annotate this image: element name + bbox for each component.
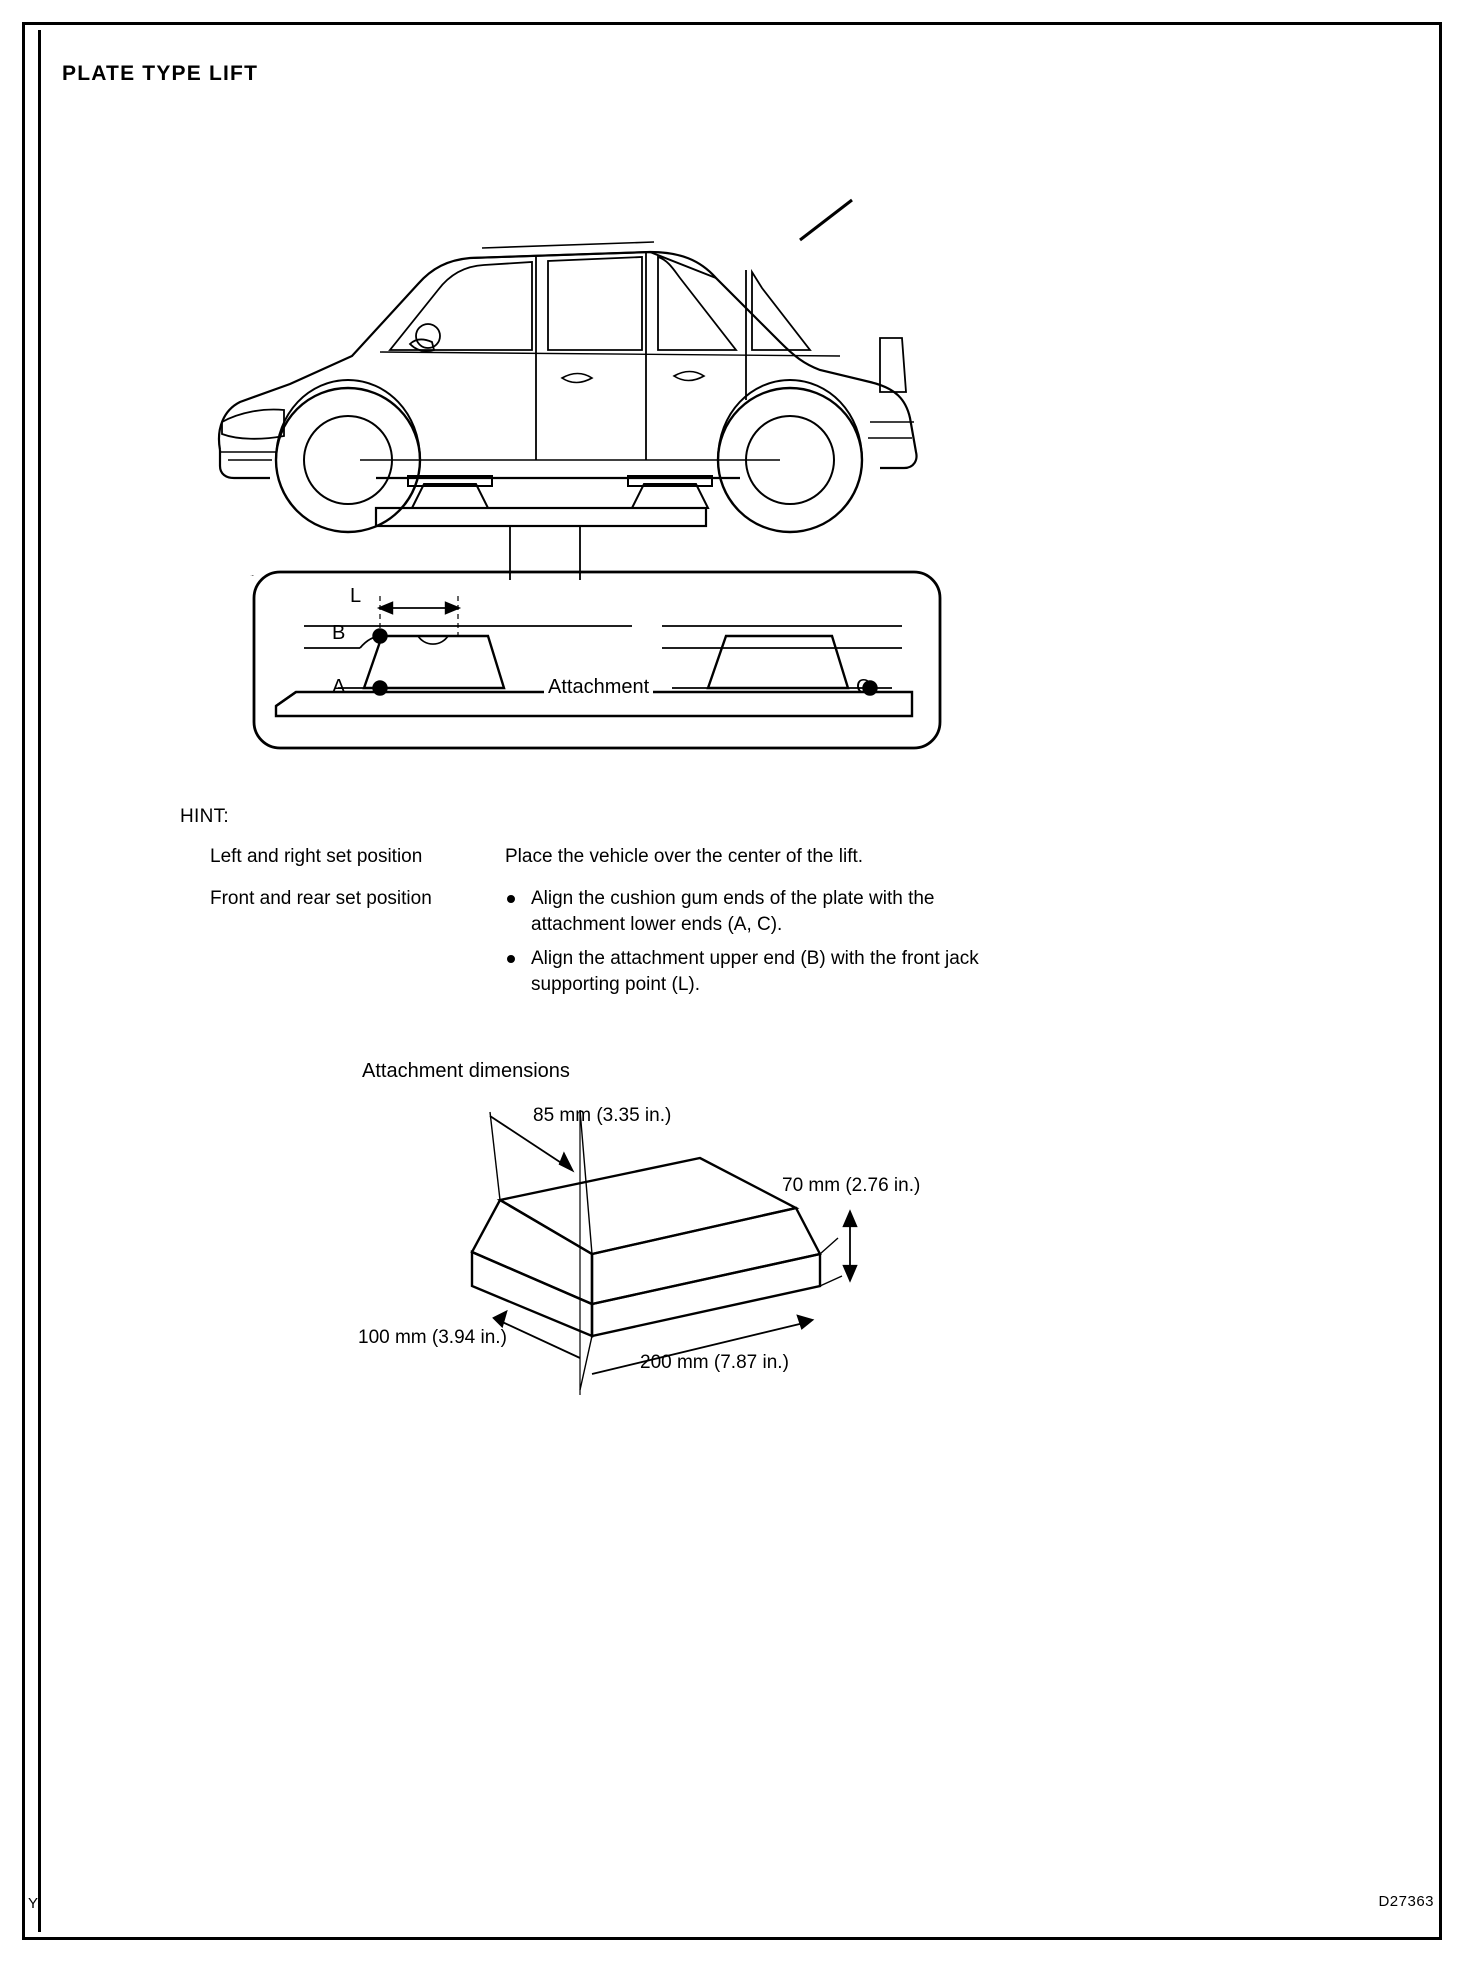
hint-row-left-right: [210, 844, 1000, 870]
label-point-c: C: [856, 676, 871, 698]
attachment-detail-panel: [252, 570, 942, 750]
hint-bullet-item: Align the cushion gum ends of the plate with the attachment lower ends (A, C).: [505, 886, 1000, 938]
dimension-top-width: 85 mm (3.35 in.): [533, 1105, 672, 1126]
hint-block: [180, 806, 1000, 1007]
dimension-base-width: 200 mm (7.87 in.): [640, 1352, 789, 1373]
hint-value-left-right: Place the vehicle over the center of the lift.: [505, 846, 864, 867]
hint-key-left-right: Left and right set position: [210, 846, 423, 867]
hint-bullet-list: [505, 886, 1000, 1007]
page-title: PLATE TYPE LIFT: [62, 62, 259, 85]
label-attachment: Attachment: [544, 676, 653, 699]
dimension-height: 70 mm (2.76 in.): [782, 1175, 921, 1196]
hint-key-front-rear: Front and rear set position: [210, 887, 432, 909]
label-dimension-l: L: [350, 585, 362, 607]
dimensions-title: Attachment dimensions: [362, 1060, 570, 1082]
hint-row-front-rear: [210, 886, 1000, 1007]
hint-heading: HINT:: [180, 806, 229, 827]
dimension-depth: 100 mm (3.94 in.): [358, 1327, 507, 1348]
figure-code: D27363: [1378, 1893, 1434, 1910]
hint-bullet-item: Align the attachment upper end (B) with the front jack supporting point (L).: [505, 946, 1000, 998]
corner-mark: Y: [28, 1895, 39, 1912]
vehicle-illustration: [180, 160, 980, 580]
label-point-a: A: [332, 676, 346, 698]
label-point-b: B: [332, 622, 346, 644]
